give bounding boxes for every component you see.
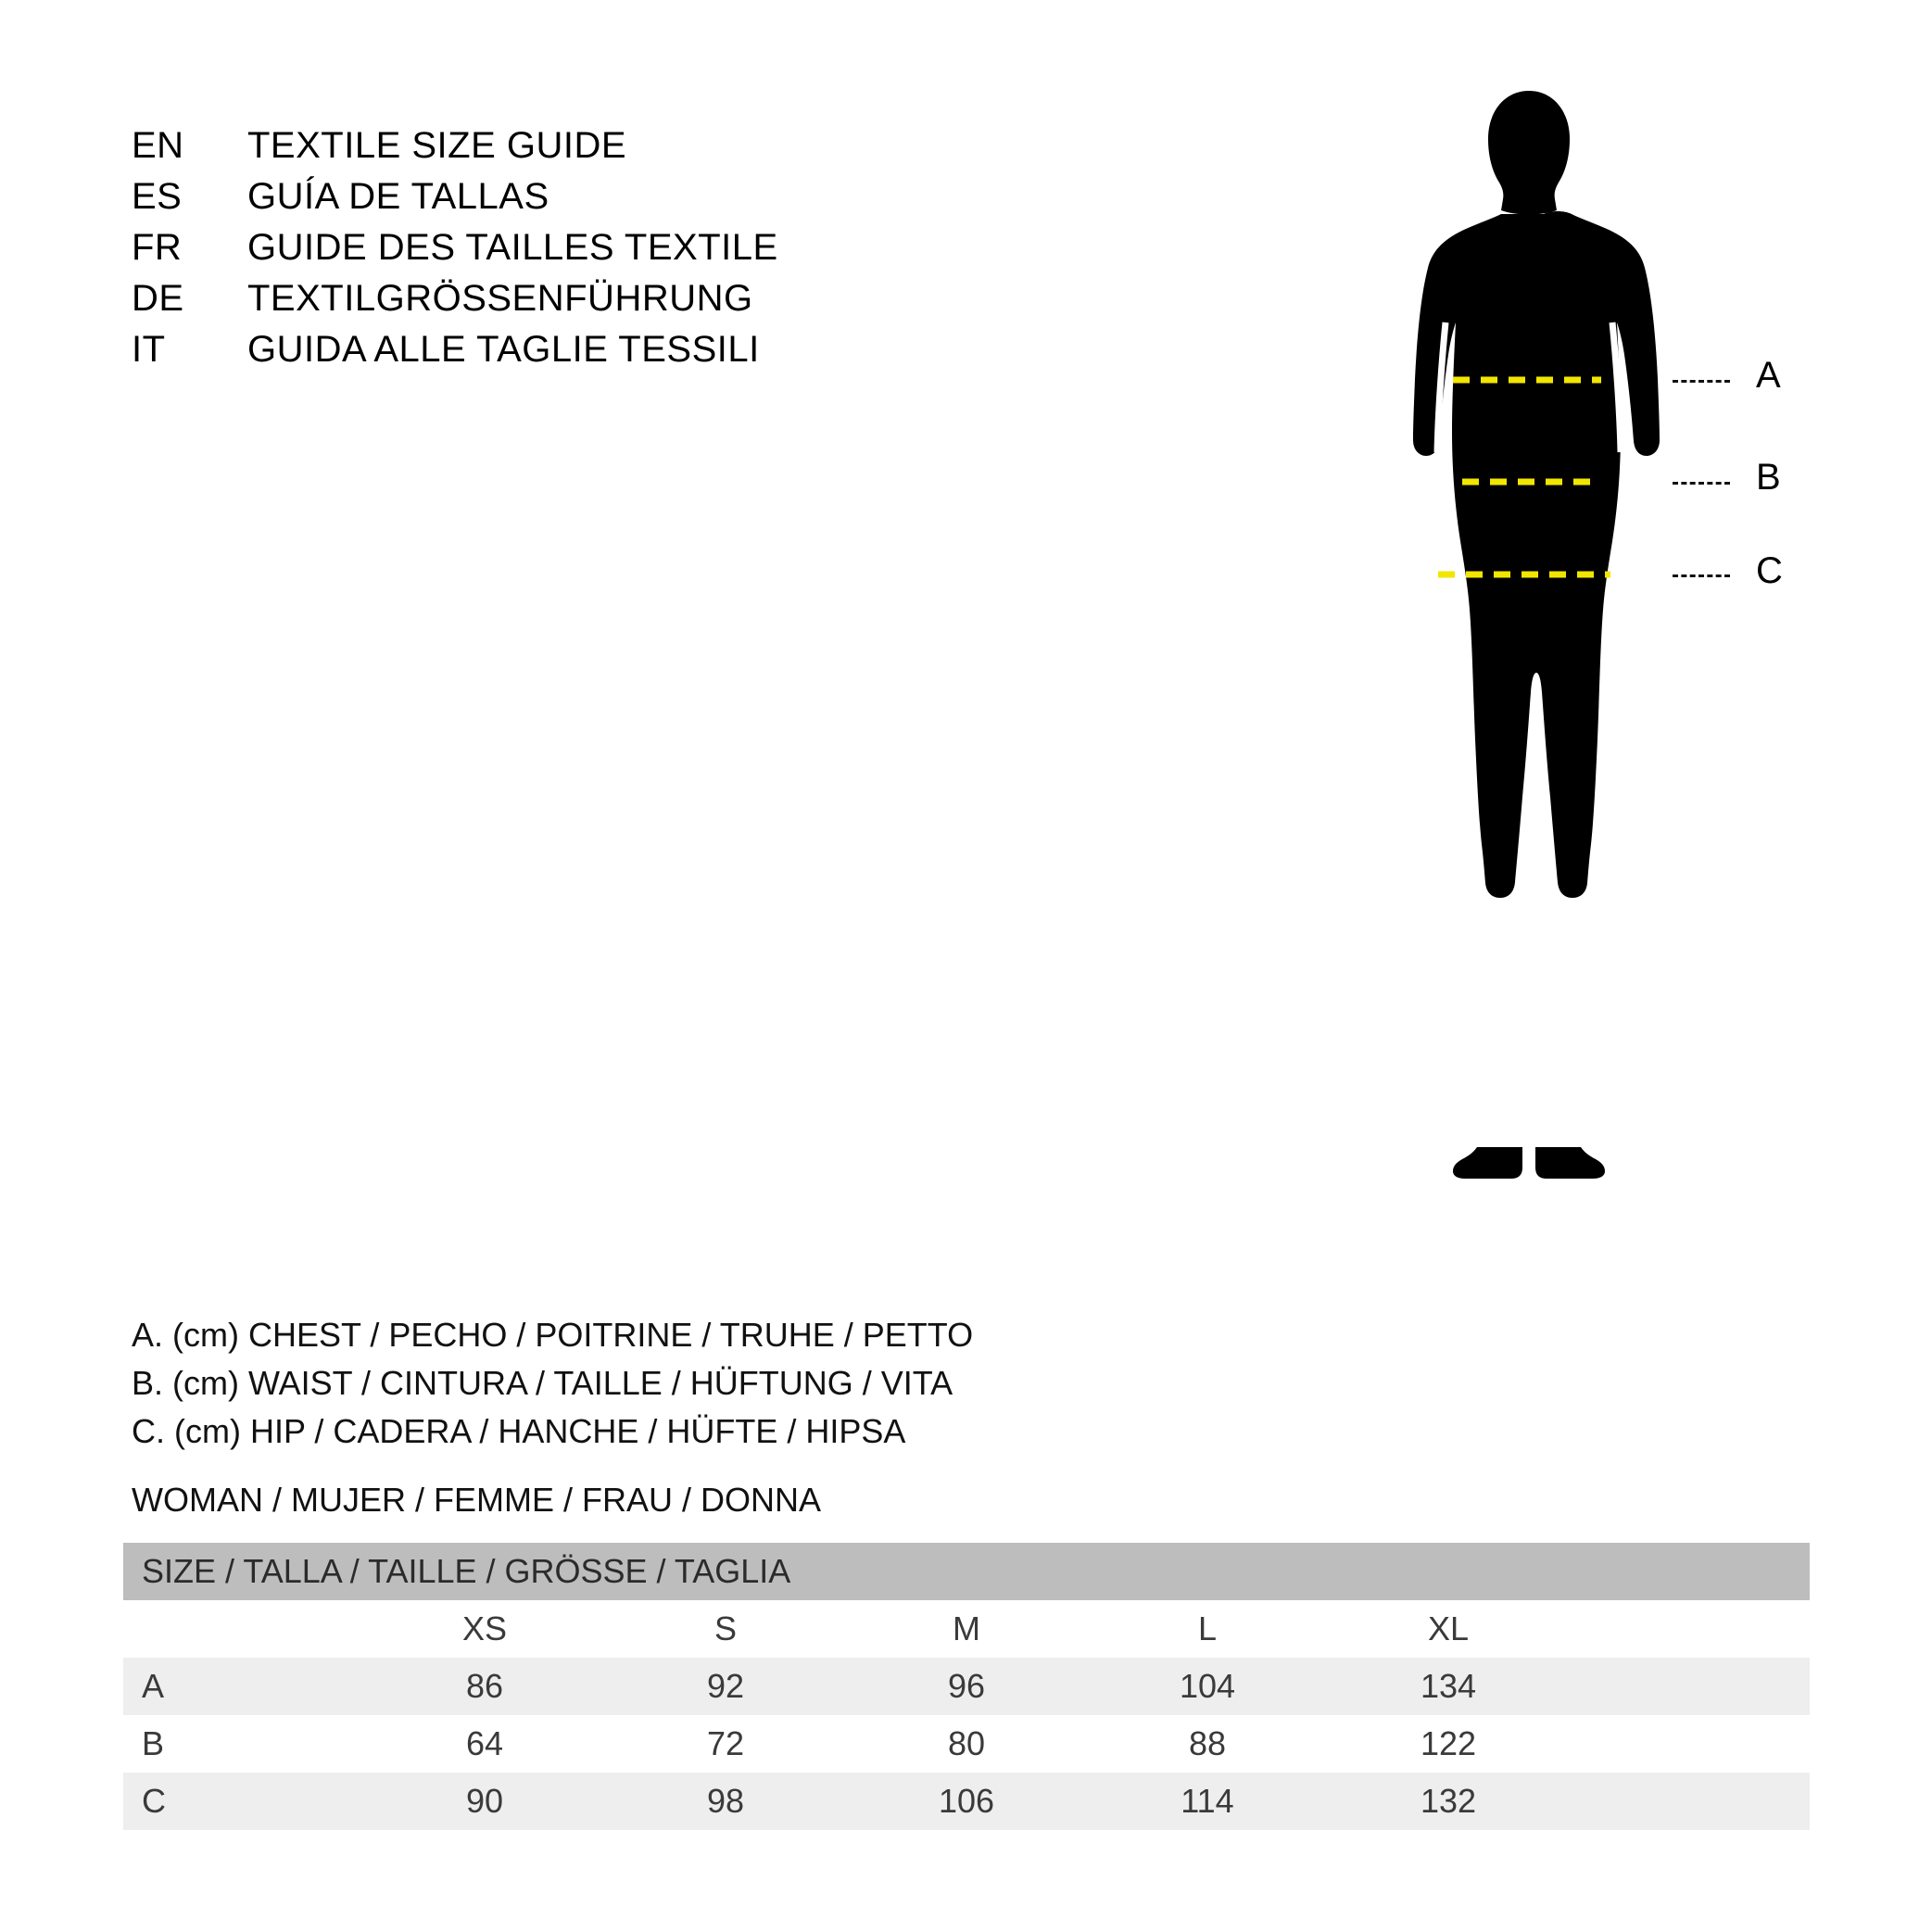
row-filler [1569,1715,1810,1773]
cell-c-l: 114 [1087,1773,1328,1830]
measurement-label-c: C [1756,550,1783,591]
language-title-es: GUÍA DE TALLAS [247,176,549,217]
cell-a-s: 92 [605,1658,846,1715]
legend-line-c: C. (cm) HIP / CADERA / HANCHE / HÜFTE / HIPSA [132,1412,906,1450]
language-code-de: DE [132,278,184,319]
column-header-l: L [1087,1600,1328,1658]
language-code-it: IT [132,329,166,370]
leader-line-b [1673,482,1730,485]
language-code-es: ES [132,176,183,217]
row-label-a: A [123,1658,364,1715]
table-row [123,1773,1810,1830]
table-row [123,1658,1810,1715]
language-code-en: EN [132,125,184,166]
column-header-s: S [605,1600,846,1658]
cell-c-s: 98 [605,1773,846,1830]
measurement-guides [1381,83,1900,732]
language-row [132,273,778,324]
cell-a-xl: 134 [1328,1658,1569,1715]
cell-a-xs: 86 [364,1658,605,1715]
language-code-fr: FR [132,227,183,268]
leader-line-a [1673,380,1730,383]
measurement-label-b: B [1756,457,1781,498]
legend-line-b: B. (cm) WAIST / CINTURA / TAILLE / HÜFTUNG / VITA [132,1364,953,1402]
legend-line-a: A. (cm) CHEST / PECHO / POITRINE / TRUHE / PETTO [132,1316,974,1354]
header-filler [1569,1600,1810,1658]
language-title-block [132,120,778,375]
cell-c-xs: 90 [364,1773,605,1830]
language-title-it: GUIDA ALLE TAGLIE TESSILI [247,329,760,370]
cell-b-s: 72 [605,1715,846,1773]
table-title: SIZE / TALLA / TAILLE / GRÖSSE / TAGLIA [123,1543,1810,1600]
cell-c-xl: 132 [1328,1773,1569,1830]
language-row [132,171,778,222]
column-header-xl: XL [1328,1600,1569,1658]
column-header-m: M [846,1600,1087,1658]
measurement-legend [132,1311,973,1456]
cell-a-m: 96 [846,1658,1087,1715]
size-table [123,1543,1810,1830]
table-row [123,1715,1810,1773]
cell-c-m: 106 [846,1773,1087,1830]
row-filler [1569,1773,1810,1830]
language-title-de: TEXTILGRÖSSENFÜHRUNG [247,278,753,319]
language-row [132,324,778,375]
language-row [132,120,778,171]
table-header-row [123,1600,1810,1658]
cell-b-xl: 122 [1328,1715,1569,1773]
row-label-b: B [123,1715,364,1773]
leader-line-c [1673,574,1730,577]
row-label-c: C [123,1773,364,1830]
cell-a-l: 104 [1087,1658,1328,1715]
language-row [132,222,778,273]
column-header-xs: XS [364,1600,605,1658]
cell-b-xs: 64 [364,1715,605,1773]
table-title-row [123,1543,1810,1600]
row-filler [1569,1658,1810,1715]
cell-b-m: 80 [846,1715,1087,1773]
cell-b-l: 88 [1087,1715,1328,1773]
language-title-fr: GUIDE DES TAILLES TEXTILE [247,227,778,268]
header-corner [123,1600,364,1658]
gender-label: WOMAN / MUJER / FEMME / FRAU / DONNA [132,1481,821,1519]
language-title-en: TEXTILE SIZE GUIDE [247,125,627,166]
measurement-label-a: A [1756,355,1781,396]
